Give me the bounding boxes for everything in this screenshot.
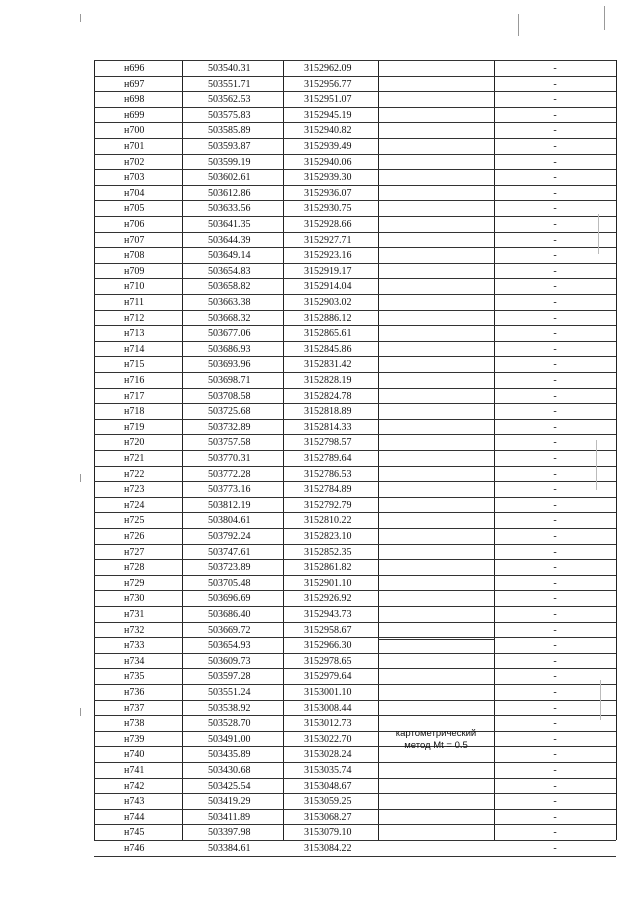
x-coordinate-cell: 503575.83 (208, 109, 251, 121)
scan-mark (596, 440, 597, 490)
point-name-cell: н728 (124, 562, 145, 574)
y-coordinate-cell: 3152936.07 (304, 187, 352, 199)
y-coordinate-cell: 3153001.10 (304, 687, 352, 698)
x-coordinate-cell: 503411.89 (208, 811, 251, 823)
y-coordinate-cell: 3153079.10 (304, 827, 352, 839)
y-coordinate-cell: 3152958.67 (304, 624, 352, 636)
table-row (94, 778, 616, 795)
table-row (94, 840, 616, 857)
x-coordinate-cell: 503551.24 (208, 687, 251, 698)
x-coordinate-cell: 503585.89 (208, 125, 251, 137)
table-row (94, 138, 616, 155)
x-coordinate-cell: 503693.96 (208, 359, 251, 371)
y-coordinate-cell: 3152928.66 (304, 219, 352, 230)
y-coordinate-cell: 3152939.30 (304, 172, 352, 184)
x-coordinate-cell: 503649.14 (208, 250, 251, 262)
point-name-cell: н717 (124, 390, 145, 402)
x-coordinate-cell: 503668.32 (208, 312, 251, 324)
x-coordinate-cell: 503425.54 (208, 780, 251, 792)
point-name-cell: н741 (124, 765, 145, 776)
x-coordinate-cell: 503633.56 (208, 203, 251, 215)
table-row (94, 341, 616, 358)
point-name-cell: н708 (124, 250, 145, 262)
y-coordinate-cell: 3152824.78 (304, 390, 352, 402)
point-name-cell: н742 (124, 780, 145, 792)
dash-cell: - (553, 609, 557, 620)
y-coordinate-cell: 3152914.04 (304, 281, 352, 293)
point-name-cell: н725 (124, 515, 145, 527)
y-coordinate-cell: 3152926.92 (304, 593, 352, 605)
table-row (94, 824, 616, 841)
point-name-cell: н722 (124, 468, 145, 480)
dash-cell: - (553, 499, 557, 511)
x-coordinate-cell: 503397.98 (208, 827, 251, 839)
table-row (94, 419, 616, 436)
dash-cell: - (553, 94, 557, 106)
dash-cell: - (553, 328, 557, 340)
dash-cell: - (553, 359, 557, 371)
dash-cell: - (553, 577, 557, 589)
point-name-cell: н739 (124, 733, 145, 745)
table-row (94, 450, 616, 467)
dash-cell: - (553, 265, 557, 277)
table-row (94, 372, 616, 389)
x-coordinate-cell: 503686.40 (208, 609, 251, 620)
x-coordinate-cell: 503677.06 (208, 328, 251, 340)
y-coordinate-cell: 3152789.64 (304, 453, 352, 464)
dash-cell: - (553, 203, 557, 215)
point-name-cell: н737 (124, 702, 145, 714)
y-coordinate-cell: 3153028.24 (304, 749, 352, 761)
x-coordinate-cell: 503708.58 (208, 390, 251, 402)
point-name-cell: н718 (124, 406, 145, 418)
dash-cell: - (553, 562, 557, 574)
point-name-cell: н734 (124, 655, 145, 667)
table-row (94, 232, 616, 249)
x-coordinate-cell: 503686.93 (208, 343, 251, 355)
dash-cell: - (553, 172, 557, 184)
point-name-cell: н716 (124, 375, 145, 386)
point-name-cell: н714 (124, 343, 145, 355)
dash-cell: - (553, 671, 557, 683)
table-row (94, 590, 616, 607)
x-coordinate-cell: 503696.69 (208, 593, 251, 605)
point-name-cell: н699 (124, 109, 145, 121)
dash-cell: - (553, 78, 557, 90)
dash-cell: - (553, 234, 557, 246)
x-coordinate-cell: 503430.68 (208, 765, 251, 776)
y-coordinate-cell: 3152919.17 (304, 265, 352, 277)
point-name-cell: н719 (124, 421, 145, 433)
x-coordinate-cell: 503644.39 (208, 234, 251, 246)
method-note-line1: картометрический (395, 728, 477, 739)
y-coordinate-cell: 3152962.09 (304, 63, 352, 74)
x-coordinate-cell: 503773.16 (208, 484, 251, 496)
x-coordinate-cell: 503772.28 (208, 468, 251, 480)
dash-cell: - (553, 749, 557, 761)
x-coordinate-cell: 503609.73 (208, 655, 251, 667)
x-coordinate-cell: 503757.58 (208, 437, 251, 449)
y-coordinate-cell: 3153035.74 (304, 765, 352, 776)
point-name-cell: н707 (124, 234, 145, 246)
dash-cell: - (553, 655, 557, 667)
table-row (94, 684, 616, 701)
dash-cell: - (553, 250, 557, 262)
table-row (94, 512, 616, 529)
y-coordinate-cell: 3152945.19 (304, 109, 352, 121)
point-name-cell: н701 (124, 141, 145, 152)
x-coordinate-cell: 503419.29 (208, 796, 251, 808)
x-coordinate-cell: 503725.68 (208, 406, 251, 418)
x-coordinate-cell: 503612.86 (208, 187, 251, 199)
point-name-cell: н738 (124, 718, 145, 730)
x-coordinate-cell: 503658.82 (208, 281, 251, 293)
x-coordinate-cell: 503732.89 (208, 421, 251, 433)
x-coordinate-cell: 503663.38 (208, 297, 251, 308)
method-note (378, 728, 494, 752)
x-coordinate-cell: 503540.31 (208, 63, 251, 74)
point-name-cell: н740 (124, 749, 145, 761)
y-coordinate-cell: 3152930.75 (304, 203, 352, 215)
y-coordinate-cell: 3152814.33 (304, 421, 352, 433)
point-name-cell: н696 (124, 63, 145, 74)
dash-cell: - (553, 343, 557, 355)
table-row (94, 60, 616, 77)
table-row (94, 715, 616, 732)
point-name-cell: н746 (124, 843, 145, 854)
scan-mark (598, 214, 599, 254)
y-coordinate-cell: 3152951.07 (304, 94, 352, 106)
dash-cell: - (553, 593, 557, 605)
table-row (94, 278, 616, 295)
dash-cell: - (553, 421, 557, 433)
point-name-cell: н721 (124, 453, 145, 464)
point-name-cell: н720 (124, 437, 145, 449)
table-row (94, 434, 616, 451)
dash-cell: - (553, 640, 557, 652)
dash-cell: - (553, 780, 557, 792)
dash-cell: - (553, 125, 557, 137)
point-name-cell: н709 (124, 265, 145, 277)
dash-cell: - (553, 718, 557, 730)
point-name-cell: н702 (124, 156, 145, 168)
x-coordinate-cell: 503538.92 (208, 702, 251, 714)
dash-cell: - (553, 733, 557, 745)
dash-cell: - (553, 390, 557, 402)
table-row (94, 216, 616, 233)
y-coordinate-cell: 3152852.35 (304, 546, 352, 558)
table-row (94, 559, 616, 576)
table-row (94, 325, 616, 342)
table-row (94, 169, 616, 186)
point-name-cell: н731 (124, 609, 145, 620)
y-coordinate-cell: 3152943.73 (304, 609, 352, 620)
x-coordinate-cell: 503812.19 (208, 499, 251, 511)
point-name-cell: н736 (124, 687, 145, 698)
point-name-cell: н729 (124, 577, 145, 589)
y-coordinate-cell: 3152831.42 (304, 359, 352, 371)
dash-cell: - (553, 624, 557, 636)
dash-cell: - (553, 687, 557, 698)
dash-cell: - (553, 141, 557, 152)
table-row (94, 668, 616, 685)
table-row (94, 263, 616, 280)
y-coordinate-cell: 3153022.70 (304, 733, 352, 745)
x-coordinate-cell: 503698.71 (208, 375, 251, 386)
x-coordinate-cell: 503723.89 (208, 562, 251, 574)
x-coordinate-cell: 503705.48 (208, 577, 251, 589)
dash-cell: - (553, 453, 557, 464)
method-cell-border (378, 639, 494, 640)
x-coordinate-cell: 503654.93 (208, 640, 251, 652)
point-name-cell: н700 (124, 125, 145, 137)
y-coordinate-cell: 3153084.22 (304, 843, 352, 854)
table-row (94, 637, 616, 654)
y-coordinate-cell: 3153059.25 (304, 796, 352, 808)
y-coordinate-cell: 3152940.82 (304, 125, 352, 137)
y-coordinate-cell: 3152979.64 (304, 671, 352, 683)
x-coordinate-cell: 503770.31 (208, 453, 251, 464)
x-coordinate-cell: 503747.61 (208, 546, 251, 558)
dash-cell: - (553, 468, 557, 480)
table-row (94, 481, 616, 498)
point-name-cell: н706 (124, 219, 145, 230)
table-row (94, 185, 616, 202)
point-name-cell: н712 (124, 312, 145, 324)
point-name-cell: н733 (124, 640, 145, 652)
y-coordinate-cell: 3152923.16 (304, 250, 352, 262)
dash-cell: - (553, 297, 557, 308)
x-coordinate-cell: 503602.61 (208, 172, 251, 184)
y-coordinate-cell: 3152792.79 (304, 499, 352, 511)
y-coordinate-cell: 3152784.89 (304, 484, 352, 496)
y-coordinate-cell: 3152978.65 (304, 655, 352, 667)
scan-mark (80, 14, 81, 22)
dash-cell: - (553, 546, 557, 558)
table-row (94, 653, 616, 670)
scan-mark (518, 14, 519, 36)
table-row (94, 575, 616, 592)
table-row (94, 606, 616, 623)
table-row (94, 762, 616, 779)
dash-cell: - (553, 109, 557, 121)
scan-mark (600, 680, 601, 720)
dash-cell: - (553, 702, 557, 714)
table-row (94, 154, 616, 171)
point-name-cell: н711 (124, 297, 144, 308)
dash-cell: - (553, 156, 557, 168)
point-name-cell: н732 (124, 624, 145, 636)
point-name-cell: н715 (124, 359, 145, 371)
point-name-cell: н735 (124, 671, 145, 683)
dash-cell: - (553, 515, 557, 527)
y-coordinate-cell: 3152903.02 (304, 297, 352, 308)
y-coordinate-cell: 3153012.73 (304, 718, 352, 730)
table-row (94, 403, 616, 420)
table-row (94, 356, 616, 373)
scan-mark (80, 474, 81, 482)
x-coordinate-cell: 503641.35 (208, 219, 251, 230)
table-row (94, 746, 616, 763)
point-name-cell: н745 (124, 827, 145, 839)
y-coordinate-cell: 3152956.77 (304, 78, 352, 90)
point-name-cell: н744 (124, 811, 145, 823)
x-coordinate-cell: 503669.72 (208, 624, 251, 636)
point-name-cell: н703 (124, 172, 145, 184)
table-border-right (616, 60, 617, 840)
table-row (94, 294, 616, 311)
point-name-cell: н743 (124, 796, 145, 808)
y-coordinate-cell: 3152927.71 (304, 234, 352, 246)
x-coordinate-cell: 503528.70 (208, 718, 251, 730)
y-coordinate-cell: 3152828.19 (304, 375, 352, 386)
y-coordinate-cell: 3153048.67 (304, 780, 352, 792)
x-coordinate-cell: 503804.61 (208, 515, 251, 527)
x-coordinate-cell: 503599.19 (208, 156, 251, 168)
point-name-cell: н713 (124, 328, 145, 340)
y-coordinate-cell: 3152940.06 (304, 156, 352, 168)
y-coordinate-cell: 3152845.86 (304, 343, 352, 355)
dash-cell: - (553, 765, 557, 776)
point-name-cell: н726 (124, 531, 145, 542)
dash-cell: - (553, 219, 557, 230)
y-coordinate-cell: 3152861.82 (304, 562, 352, 574)
dash-cell: - (553, 811, 557, 823)
point-name-cell: н697 (124, 78, 145, 90)
table-row (94, 544, 616, 561)
table-row (94, 731, 616, 748)
dash-cell: - (553, 531, 557, 542)
table-row (94, 310, 616, 327)
table-row (94, 809, 616, 826)
table-row (94, 107, 616, 124)
scan-mark (604, 6, 605, 30)
x-coordinate-cell: 503562.53 (208, 94, 251, 106)
x-coordinate-cell: 503792.24 (208, 531, 251, 542)
dash-cell: - (553, 406, 557, 418)
x-coordinate-cell: 503435.89 (208, 749, 251, 761)
table-row (94, 76, 616, 93)
y-coordinate-cell: 3152901.10 (304, 577, 352, 589)
table-bottom-border (94, 856, 616, 857)
point-name-cell: н704 (124, 187, 145, 199)
table-row (94, 122, 616, 139)
x-coordinate-cell: 503593.87 (208, 141, 251, 152)
dash-cell: - (553, 375, 557, 386)
dash-cell: - (553, 281, 557, 293)
point-name-cell: н723 (124, 484, 145, 496)
y-coordinate-cell: 3152798.57 (304, 437, 352, 449)
dash-cell: - (553, 437, 557, 449)
y-coordinate-cell: 3152966.30 (304, 640, 352, 652)
point-name-cell: н710 (124, 281, 145, 293)
table-row (94, 466, 616, 483)
point-name-cell: н724 (124, 499, 145, 511)
y-coordinate-cell: 3152786.53 (304, 468, 352, 480)
x-coordinate-cell: 503654.83 (208, 265, 251, 277)
table-row (94, 793, 616, 810)
x-coordinate-cell: 503491.00 (208, 733, 251, 745)
table-row (94, 497, 616, 514)
point-name-cell: н727 (124, 546, 145, 558)
dash-cell: - (553, 312, 557, 324)
dash-cell: - (553, 843, 557, 854)
table-row (94, 528, 616, 545)
table-row (94, 247, 616, 264)
y-coordinate-cell: 3152886.12 (304, 312, 352, 324)
x-coordinate-cell: 503597.28 (208, 671, 251, 683)
x-coordinate-cell: 503384.61 (208, 843, 251, 854)
table-row (94, 91, 616, 108)
point-name-cell: н698 (124, 94, 145, 106)
table-row (94, 388, 616, 405)
y-coordinate-cell: 3153068.27 (304, 811, 352, 823)
dash-cell: - (553, 63, 557, 74)
dash-cell: - (553, 827, 557, 839)
y-coordinate-cell: 3152810.22 (304, 515, 352, 527)
y-coordinate-cell: 3152818.89 (304, 406, 352, 418)
point-name-cell: н705 (124, 203, 145, 215)
table-row (94, 700, 616, 717)
dash-cell: - (553, 484, 557, 496)
dash-cell: - (553, 187, 557, 199)
x-coordinate-cell: 503551.71 (208, 78, 251, 90)
table-row (94, 200, 616, 217)
y-coordinate-cell: 3152823.10 (304, 531, 352, 542)
y-coordinate-cell: 3153008.44 (304, 702, 352, 714)
method-note-line2: метод Mt = 0.5 (404, 740, 468, 751)
dash-cell: - (553, 796, 557, 808)
point-name-cell: н730 (124, 593, 145, 605)
y-coordinate-cell: 3152939.49 (304, 141, 352, 152)
table-row (94, 622, 616, 639)
scan-mark (80, 708, 81, 716)
y-coordinate-cell: 3152865.61 (304, 328, 352, 340)
